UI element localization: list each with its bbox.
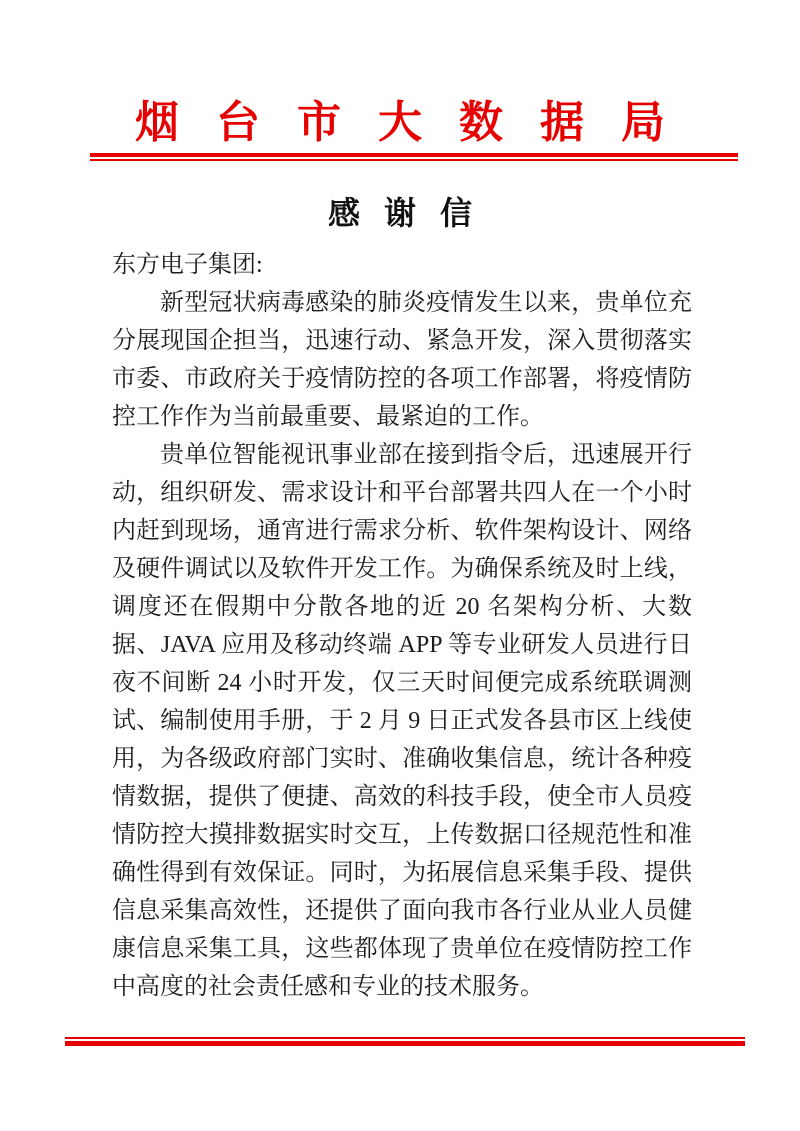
letterhead-title: [0, 86, 800, 150]
letter-title-text: 感谢信: [327, 195, 496, 231]
body-paragraph-1: 新型冠状病毒感染的肺炎疫情发生以来，贵单位充分展现国企担当，迅速行动、紧急开发，深入贯彻落实市委、市政府关于疫情防控的各项工作部署，将疫情防控工作作为当前最重要、最紧迫的工作。: [112, 290, 692, 430]
body-paragraph-2: 贵单位智能视讯事业部在接到指令后，迅速展开行动，组织研发、需求设计和平台部署共四人在一个小时内赶到现场，通宵进行需求分析、软件架构设计、网络及硬件调试以及软件开发工作。为确保系统及时上线，调度还在假期中分散各地的近 20 名架构分析、大数据、JAVA 应用及移动终端 APP 等专业研发人员进行日夜不间断 24 小时开发，仅三天时间便完成系统联调测试、编制使用手册，于 2 月 9 日正式发各县市区上线使用，为各级政府部门实时、准确收集信息，统计各种疫情数据，提供了便捷、高效的科技手段，使全市人员疫情防控大摸排数据实时交互，上传数据口径规范性和准确性得到有效保证。同时，为拓展信息采集手段、提供信息采集高效性，还提供了面向我市各行业从业人员健康信息采集工具，这些都体现了贵单位在疫情防控工作中高度的社会责任感和专业的技术服务。: [112, 442, 692, 1000]
letter-body: [112, 246, 692, 1006]
letterhead-title-text: 烟台市大数据局: [135, 98, 702, 147]
divider-thick-line: [65, 1041, 745, 1046]
letter-title: [0, 188, 800, 234]
letterhead-divider-top: [90, 153, 738, 161]
footer-divider-bottom: [65, 1037, 745, 1046]
salutation: 东方电子集团:: [112, 252, 263, 278]
divider-thin-line: [90, 159, 738, 161]
